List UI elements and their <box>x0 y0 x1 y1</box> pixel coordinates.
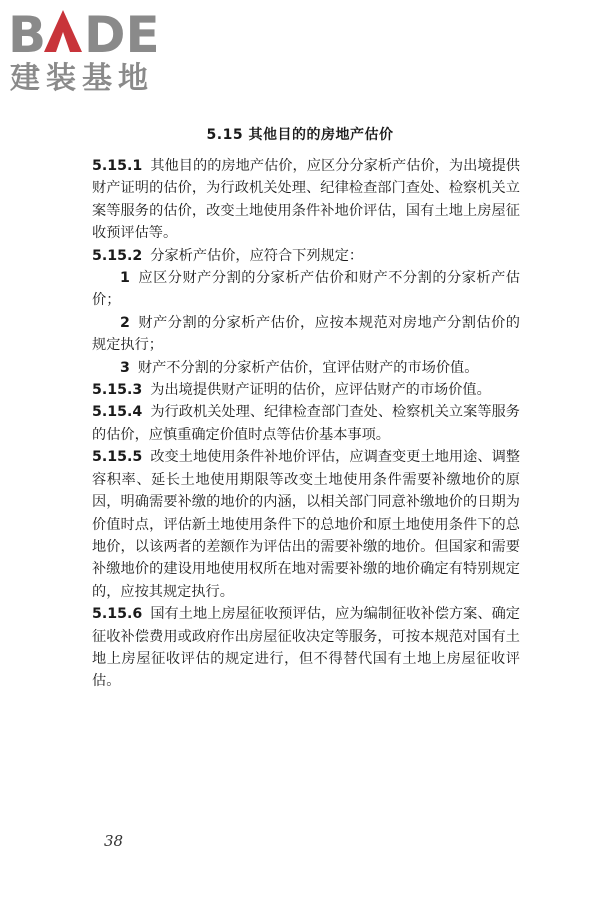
list-item <box>92 357 520 379</box>
paragraph-text: 其他目的的房地产估价，应区分分家析产估价，为出境提供财产证明的估价，为行政机关处理、纪律检查部门查处、检察机关立案等服务的估价，改变土地使用条件补地价评估，国有土地上房屋征收预评估等。 <box>92 158 520 242</box>
bade-logo-graphic <box>8 2 178 94</box>
clause-paragraph <box>92 379 520 401</box>
logo-letter-b: B <box>8 6 47 64</box>
bade-logo <box>8 2 178 94</box>
paragraph-text: 财产不分割的分家析产估价，宜评估财产的市场价值。 <box>137 359 479 376</box>
list-item <box>92 312 520 357</box>
paragraph-text: 改变土地使用条件补地价评估，应调查变更土地用途、调整容积率、延长土地使用期限等改变土地使用条件需要补缴地价的原因，明确需要补缴的地价的内涵，以相关部门同意补缴地价的日期为价值时点，评估新土地使用条件下的总地价和原土地使用条件下的总地价，以该两者的差额作为评估出的需要补缴的地价。但国家和需要补缴地价的建设用地使用权所在地对需要补缴的地价确定有特别规定的，应按其规定执行。 <box>92 449 520 600</box>
paragraph-text: 为行政机关处理、纪律检查部门查处、检察机关立案等服务的估价，应慎重确定价值时点等估价基本事项。 <box>92 404 520 443</box>
logo-subtitle: 建装基地 <box>10 61 154 94</box>
clause-paragraph <box>92 155 520 245</box>
clause-paragraph <box>92 446 520 603</box>
clause-number: 5.15.6 <box>92 606 143 623</box>
list-item-number: 2 <box>120 314 130 331</box>
paragraph-text: 为出境提供财产证明的估价，应评估财产的市场价值。 <box>150 382 491 399</box>
paragraph-text: 财产分割的分家析产估价，应按本规范对房地产分割估价的规定执行； <box>92 314 520 354</box>
clause-number: 5.15.4 <box>92 404 143 421</box>
clause-paragraph <box>92 401 520 446</box>
list-item <box>92 267 520 312</box>
list-item-number: 1 <box>120 270 130 287</box>
page-number: 38 <box>104 832 124 850</box>
logo-letter-a <box>44 10 82 52</box>
paragraph-text: 应区分财产分割的分家析产估价和财产不分割的分家析产估价； <box>92 270 520 309</box>
clause-number: 5.15.3 <box>92 382 143 399</box>
list-item-number: 3 <box>120 359 130 376</box>
paragraph-text: 国有土地上房屋征收预评估，应为编制征收补偿方案、确定征收补偿费用或政府作出房屋征收决定等服务，可按本规范对国有土地上房屋征收评估的规定进行，但不得替代国有土地上房屋征收评估。 <box>92 606 520 690</box>
document-body <box>92 155 520 693</box>
clause-number: 5.15.2 <box>92 247 143 264</box>
clause-number: 5.15.1 <box>92 158 143 174</box>
paragraph-text: 分家析产估价，应符合下列规定： <box>150 247 364 264</box>
logo-letters-de: DE <box>84 6 160 64</box>
section-title: 5.15 其他目的的房地产估价 <box>206 127 394 143</box>
clause-paragraph <box>92 603 520 693</box>
clause-number: 5.15.5 <box>92 449 143 466</box>
clause-paragraph <box>92 245 520 267</box>
